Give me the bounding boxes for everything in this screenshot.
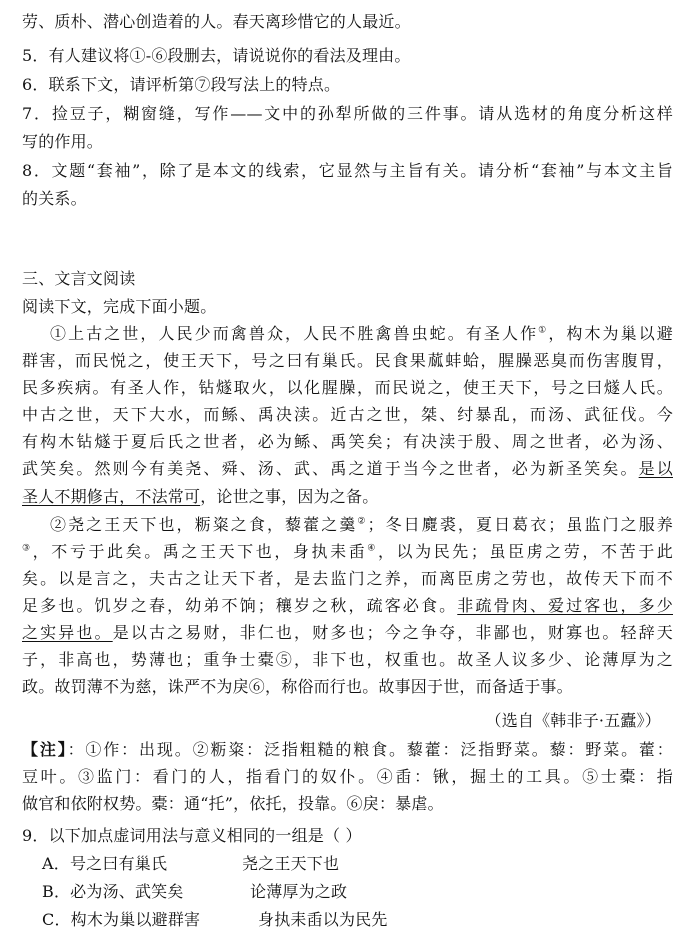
question-5: 5．有人建议将①-⑥段删去，请说说你的看法及理由。 <box>22 46 411 65</box>
para1-line-2: 群害，而民悦之，使王天下，号之曰有巢氏。民食果蓏蚌蛤，腥臊恶臭而伤害腹胃， <box>22 351 673 370</box>
notes-line-1: 【注】：①作：出现。②粝粢：泛指粗糙的粮食。藜藿：泛指野菜。藜：野菜。藿： <box>22 740 673 759</box>
option-c <box>42 907 673 933</box>
option-letter: B． <box>42 882 71 901</box>
section-title: 三、文言文阅读 <box>22 269 136 288</box>
para2-line-3: 矣。以是言之，夫古之让天下者，是去监门之养，而离臣虏之劳也，故传天下而不 <box>22 569 673 588</box>
option-right-phrase: 论薄厚为之政 <box>250 882 348 901</box>
notes-line-3: 做官和依附权势。橐：通“托”，依托，投靠。⑥戾：暴虐。 <box>22 794 444 813</box>
para2-line-7: 政。故罚薄不为慈，诛严不为戾⑥，称俗而行也。故事因于世，而备适于事。 <box>22 677 573 696</box>
para1-line-4: 中古之世，天下大水，而鲧、禹决渎。近古之世，桀、纣暴乱，而汤、武征伐。今 <box>22 405 673 424</box>
question-8-line-1: 8．文题“套袖”，除了是本文的线索，它显然与主旨有关。请分析“套袖”与本文主旨 <box>22 161 673 180</box>
para1-line-5: 有构木钻燧于夏后氏之世者，必为鲧、禹笑矣；有决渎于殷、周之世者，必为汤、 <box>22 432 673 451</box>
footnote-marker: ① <box>538 325 549 336</box>
question-8-line-2: 的关系。 <box>22 189 87 208</box>
notes-line-2: 豆叶。③监门：看门的人，指看门的奴仆。④臿：锹，掘土的工具。⑤士橐：指 <box>22 767 673 786</box>
text-line-continuation: 劳、质朴、潜心创造着的人。春天离珍惜它的人最近。 <box>22 12 411 31</box>
footnote-marker: ② <box>357 516 368 527</box>
para2-line-2: ③，不亏于此矣。禹之王天下也，身执耒臿④，以为民先；虽臣虏之劳，不苦于此 <box>22 542 673 561</box>
question-7-line-1: 7．捡豆子，糊窗缝，写作——文中的孙犁所做的三件事。请从选材的角度分析这样 <box>22 104 673 123</box>
underlined-sentence: 圣人不期修古，不法常可 <box>22 487 201 506</box>
option-a <box>42 851 673 877</box>
para1-line-7: 圣人不期修古，不法常可，论世之事，因为之备。 <box>22 487 379 506</box>
footnote-marker: ③ <box>22 543 33 554</box>
para2-line-5: 之实异也。是以古之易财，非仁也，财多也；今之争夺，非鄙也，财寡也。轻辞天 <box>22 623 673 642</box>
para1-line-1: ①上古之世，人民少而禽兽众，人民不胜禽兽虫蛇。有圣人作①，构木为巢以避 <box>50 324 673 343</box>
option-left-phrase: 构木为巢以避群害 <box>70 910 201 929</box>
para2-line-4: 足多也。饥岁之春，幼弟不饷；穰岁之秋，疏客必食。非疏骨肉、爱过客也，多少 <box>22 596 673 615</box>
source-citation: （选自《韩非子·五蠹》） <box>485 711 661 730</box>
option-letter: C． <box>42 910 71 929</box>
question-9-stem: 9．以下加点虚词用法与意义相同的一组是（ ） <box>22 826 362 845</box>
option-left-phrase: 号之曰有巢氏 <box>69 854 168 873</box>
option-right-phrase: 身执耒臿以为民先 <box>258 910 388 929</box>
para1-line-3: 民多疾病。有圣人作，钻燧取火，以化腥臊，而民说之，使王天下，号之曰燧人氏。 <box>22 378 673 397</box>
option-letter: A． <box>42 854 70 873</box>
footnote-marker: ④ <box>367 543 378 554</box>
para2-line-6: 子，非高也，势薄也；重争士橐⑤，非下也，权重也。故圣人议多少、论薄厚为之 <box>22 650 673 669</box>
para2-line-1: ②尧之王天下也，粝粢之食，藜藿之羹②；冬日麑裘，夏日葛衣；虽监门之服养 <box>50 515 673 534</box>
option-right-phrase: 尧之王天下也 <box>242 854 340 873</box>
para1-line-6: 武笑矣。然则今有美尧、舜、汤、武、禹之道于当今之世者，必为新圣笑矣。是以 <box>22 459 673 478</box>
question-6: 6．联系下文，请评析第⑦段写法上的特点。 <box>22 75 341 94</box>
question-7-line-2: 写的作用。 <box>22 132 104 151</box>
option-left-phrase: 必为汤、武笑矣 <box>70 882 184 901</box>
underlined-sentence: 是以 <box>638 459 673 478</box>
underlined-sentence: 非疏骨肉、爱过客也，多少 <box>457 596 673 615</box>
underlined-sentence: 之实异也。 <box>22 623 113 642</box>
option-b <box>42 879 673 905</box>
reading-instruction: 阅读下文，完成下面小题。 <box>22 297 217 316</box>
notes-label: 【注】 <box>22 740 68 759</box>
